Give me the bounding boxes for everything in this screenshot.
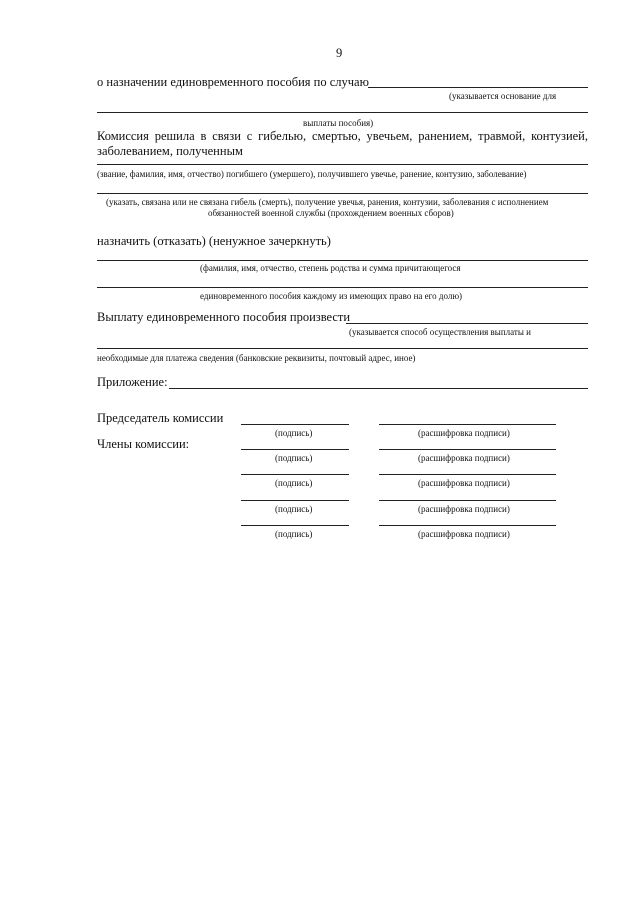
signature-decode-line xyxy=(379,525,556,526)
members-label: Члены комиссии: xyxy=(97,437,190,451)
payment-fill-line-1 xyxy=(346,323,588,324)
decision-text-line-1: Комиссия решила в связи с гибелью, смертью, увечьем, ранением, травмой, контузией, xyxy=(97,129,588,143)
signature-decode-line xyxy=(379,500,556,501)
decision-fill-line-1 xyxy=(97,164,588,165)
decision-caption-relation-1: (указать, связана или не связана гибель (смерть), получение увечья, ранения, контузии, заболевания с исполнением xyxy=(106,197,549,207)
decision-text-line-2: заболеванием, полученным xyxy=(97,144,243,158)
payment-caption-1: (указывается способ осуществления выплаты и xyxy=(349,327,531,337)
signature-line xyxy=(241,474,349,475)
attachment-label: Приложение: xyxy=(97,375,168,389)
signature-decode-caption: (расшифровка подписи) xyxy=(418,529,510,539)
assign-label: назначить (отказать) (ненужное зачеркнуть) xyxy=(97,234,331,248)
purpose-prefix: о назначении единовременного пособия по случаю xyxy=(97,75,369,89)
signature-caption: (подпись) xyxy=(275,529,313,539)
payment-label: Выплату единовременного пособия произвести xyxy=(97,310,351,324)
payment-caption-2: необходимые для платежа сведения (банковские реквизиты, почтовый адрес, иное) xyxy=(97,353,416,363)
attachment-fill-line xyxy=(169,388,588,389)
signature-line xyxy=(241,449,349,450)
signature-line xyxy=(241,424,349,425)
signature-line xyxy=(241,500,349,501)
signature-decode-caption: (расшифровка подписи) xyxy=(418,478,510,488)
decision-caption-person: (звание, фамилия, имя, отчество) погибшего (умершего), получившего увечье, ранение, контузию, заболевание) xyxy=(97,169,527,179)
purpose-caption-2: выплаты пособия) xyxy=(303,118,374,128)
signature-decode-line xyxy=(379,449,556,450)
signature-decode-line xyxy=(379,424,556,425)
assign-fill-line-1 xyxy=(97,260,588,261)
payment-fill-line-2 xyxy=(97,348,588,349)
signature-line xyxy=(241,525,349,526)
purpose-fill-line xyxy=(368,87,588,88)
signature-decode-line xyxy=(379,474,556,475)
signature-caption: (подпись) xyxy=(275,478,313,488)
signature-caption: (подпись) xyxy=(275,504,313,514)
purpose-caption-1: (указывается основание для xyxy=(449,91,557,101)
page-number: 9 xyxy=(336,46,343,60)
decision-fill-line-2 xyxy=(97,193,588,194)
assign-fill-line-2 xyxy=(97,287,588,288)
signature-decode-caption: (расшифровка подписи) xyxy=(418,428,510,438)
signature-caption: (подпись) xyxy=(275,453,313,463)
purpose-fill-line-2 xyxy=(97,112,588,113)
signature-decode-caption: (расшифровка подписи) xyxy=(418,453,510,463)
assign-caption-1: (фамилия, имя, отчество, степень родства и сумма причитающегося xyxy=(200,263,461,273)
decision-caption-relation-2: обязанностей военной службы (прохождением военных сборов) xyxy=(208,208,454,218)
signature-caption: (подпись) xyxy=(275,428,313,438)
chairman-label: Председатель комиссии xyxy=(97,411,224,425)
signature-decode-caption: (расшифровка подписи) xyxy=(418,504,510,514)
assign-caption-2: единовременного пособия каждому из имеющих право на его долю) xyxy=(200,291,463,301)
